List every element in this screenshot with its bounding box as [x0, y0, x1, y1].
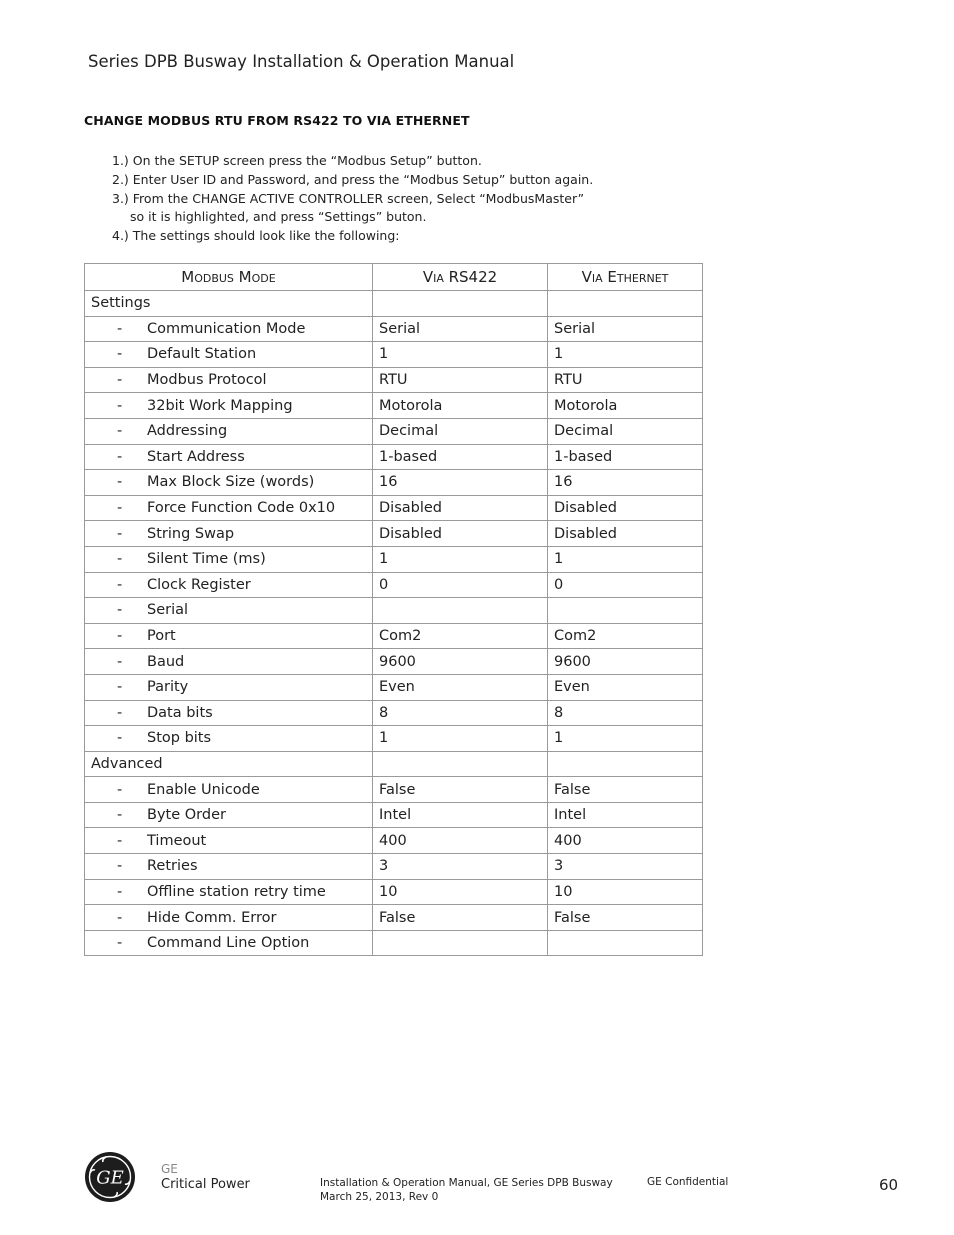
- setting-name: Port: [147, 628, 176, 645]
- value-rs422: Serial: [373, 316, 548, 342]
- value-rs422: False: [373, 905, 548, 931]
- table-row: [85, 777, 703, 803]
- header-via-rs422: Via RS422: [373, 264, 548, 291]
- row-dash: -: [117, 500, 123, 517]
- row-dash: -: [117, 346, 123, 363]
- setting-name: Start Address: [147, 448, 245, 465]
- value-rs422: Com2: [373, 623, 548, 649]
- value-ethernet: Disabled: [548, 495, 703, 521]
- footer-manual-date: March 25, 2013, Rev 0: [320, 1191, 439, 1203]
- table-header-row: [85, 264, 703, 291]
- setting-name: Command Line Option: [147, 935, 310, 952]
- row-dash: -: [117, 730, 123, 747]
- setting-name: Timeout: [147, 832, 207, 849]
- row-dash: -: [117, 576, 123, 593]
- row-dash: -: [117, 320, 123, 337]
- setting-name: Silent Time (ms): [147, 551, 266, 568]
- value-rs422: 1-based: [373, 444, 548, 470]
- table-row: [85, 854, 703, 880]
- table-row: [85, 316, 703, 342]
- step-4: 4.) The settings should look like the following:: [112, 228, 400, 244]
- value-ethernet: 16: [548, 470, 703, 496]
- value-ethernet: 10: [548, 879, 703, 905]
- row-dash: -: [117, 372, 123, 389]
- setting-name: String Swap: [147, 525, 235, 542]
- value-ethernet: RTU: [548, 367, 703, 393]
- row-dash: -: [117, 448, 123, 465]
- value-rs422: 9600: [373, 649, 548, 675]
- document-title: Series DPB Busway Installation & Operation Manual: [88, 52, 515, 71]
- value-rs422: [373, 930, 548, 956]
- logo-lettering: GE: [96, 1167, 124, 1189]
- table-group-row: [85, 751, 703, 777]
- value-ethernet: Decimal: [548, 418, 703, 444]
- table-row: [85, 598, 703, 624]
- setting-name: Serial: [147, 602, 189, 619]
- value-rs422: RTU: [373, 367, 548, 393]
- value-ethernet: 400: [548, 828, 703, 854]
- value-rs422: False: [373, 777, 548, 803]
- row-dash: -: [117, 858, 123, 875]
- value-rs422: Disabled: [373, 521, 548, 547]
- table-row: [85, 930, 703, 956]
- value-ethernet: Intel: [548, 802, 703, 828]
- value-rs422: 10: [373, 879, 548, 905]
- setting-name: Parity: [147, 679, 189, 696]
- row-dash: -: [117, 551, 123, 568]
- page-number: 60: [879, 1176, 899, 1194]
- table-row: [85, 802, 703, 828]
- footer-division: Critical Power: [161, 1177, 250, 1192]
- instruction-steps: [112, 152, 593, 246]
- group-label-settings: Settings: [85, 291, 373, 317]
- value-rs422: 3: [373, 854, 548, 880]
- setting-name: Data bits: [147, 704, 213, 721]
- table-row: [85, 342, 703, 368]
- value-rs422: 400: [373, 828, 548, 854]
- setting-name: Stop bits: [147, 730, 212, 747]
- table-row: [85, 495, 703, 521]
- header-via-ethernet: Via Ethernet: [548, 264, 703, 291]
- table-row: [85, 546, 703, 572]
- setting-name: Clock Register: [147, 576, 251, 593]
- setting-name: Retries: [147, 858, 198, 875]
- setting-name: Max Block Size (words): [147, 474, 315, 491]
- value-ethernet: [548, 930, 703, 956]
- value-ethernet: Even: [548, 674, 703, 700]
- row-dash: -: [117, 807, 123, 824]
- setting-name: Communication Mode: [147, 320, 306, 337]
- table-group-row: [85, 291, 703, 317]
- value-ethernet: 1: [548, 342, 703, 368]
- table-row: [85, 367, 703, 393]
- setting-name: Default Station: [147, 346, 257, 363]
- row-dash: -: [117, 628, 123, 645]
- value-rs422: Motorola: [373, 393, 548, 419]
- footer-manual-info: [320, 1176, 613, 1204]
- row-dash: -: [117, 602, 123, 619]
- value-rs422: 16: [373, 470, 548, 496]
- value-ethernet: Disabled: [548, 521, 703, 547]
- value-rs422: Even: [373, 674, 548, 700]
- step-1: 1.) On the SETUP screen press the “Modbus Setup” button.: [112, 153, 482, 168]
- row-dash: -: [117, 679, 123, 696]
- setting-name: Modbus Protocol: [147, 372, 267, 389]
- ge-monogram-logo-icon: [84, 1151, 136, 1203]
- row-dash: -: [117, 704, 123, 721]
- value-ethernet: [548, 598, 703, 624]
- table-row: [85, 444, 703, 470]
- value-ethernet: 8: [548, 700, 703, 726]
- value-ethernet: 0: [548, 572, 703, 598]
- footer-confidential: GE Confidential: [647, 1176, 729, 1188]
- row-dash: -: [117, 935, 123, 952]
- modbus-settings-table: [84, 263, 703, 956]
- value-ethernet: 3: [548, 854, 703, 880]
- value-rs422: [373, 598, 548, 624]
- table-row: [85, 470, 703, 496]
- step-2: 2.) Enter User ID and Password, and press the “Modbus Setup” button again.: [112, 171, 594, 187]
- header-modbus-mode: Modbus Mode: [85, 264, 373, 291]
- setting-name: 32bit Work Mapping: [147, 397, 293, 414]
- setting-name: Offline station retry time: [147, 883, 326, 900]
- value-ethernet: 9600: [548, 649, 703, 675]
- row-dash: -: [117, 397, 123, 414]
- step-3: 3.) From the CHANGE ACTIVE CONTROLLER screen, Select “ModbusMaster”: [112, 190, 585, 206]
- table-row: [85, 521, 703, 547]
- value-ethernet: 1: [548, 726, 703, 752]
- setting-name: Byte Order: [147, 807, 226, 824]
- value-ethernet: Serial: [548, 316, 703, 342]
- table-row: [85, 879, 703, 905]
- row-dash: -: [117, 883, 123, 900]
- table-row: [85, 393, 703, 419]
- setting-name: Baud: [147, 653, 185, 670]
- value-rs422: 0: [373, 572, 548, 598]
- value-rs422: Intel: [373, 802, 548, 828]
- value-ethernet: 1: [548, 546, 703, 572]
- setting-name: Hide Comm. Error: [147, 909, 277, 926]
- value-rs422: 1: [373, 342, 548, 368]
- setting-name: Force Function Code 0x10: [147, 500, 336, 517]
- step-3-continuation: so it is highlighted, and press “Settings” buton.: [130, 209, 427, 225]
- table-row: [85, 649, 703, 675]
- setting-name: Enable Unicode: [147, 781, 260, 798]
- value-rs422: 1: [373, 726, 548, 752]
- table-row: [85, 572, 703, 598]
- value-rs422: Decimal: [373, 418, 548, 444]
- row-dash: -: [117, 423, 123, 440]
- setting-name: Addressing: [147, 423, 228, 440]
- row-dash: -: [117, 525, 123, 542]
- value-rs422: 8: [373, 700, 548, 726]
- footer-company: [161, 1161, 250, 1193]
- table-row: [85, 828, 703, 854]
- row-dash: -: [117, 909, 123, 926]
- value-ethernet: 1-based: [548, 444, 703, 470]
- table-row: [85, 418, 703, 444]
- value-ethernet: False: [548, 905, 703, 931]
- group-label-advanced: Advanced: [85, 751, 373, 777]
- footer-manual-title: Installation & Operation Manual, GE Series DPB Busway: [320, 1177, 613, 1189]
- value-ethernet: Motorola: [548, 393, 703, 419]
- row-dash: -: [117, 832, 123, 849]
- value-rs422: 1: [373, 546, 548, 572]
- table-row: [85, 700, 703, 726]
- footer-company-name: GE: [161, 1162, 178, 1176]
- section-heading: CHANGE MODBUS RTU FROM RS422 TO VIA ETHERNET: [84, 113, 470, 128]
- row-dash: -: [117, 474, 123, 491]
- value-ethernet: False: [548, 777, 703, 803]
- row-dash: -: [117, 781, 123, 798]
- row-dash: -: [117, 653, 123, 670]
- table-row: [85, 726, 703, 752]
- table-row: [85, 905, 703, 931]
- value-rs422: Disabled: [373, 495, 548, 521]
- table-row: [85, 623, 703, 649]
- value-ethernet: Com2: [548, 623, 703, 649]
- table-row: [85, 674, 703, 700]
